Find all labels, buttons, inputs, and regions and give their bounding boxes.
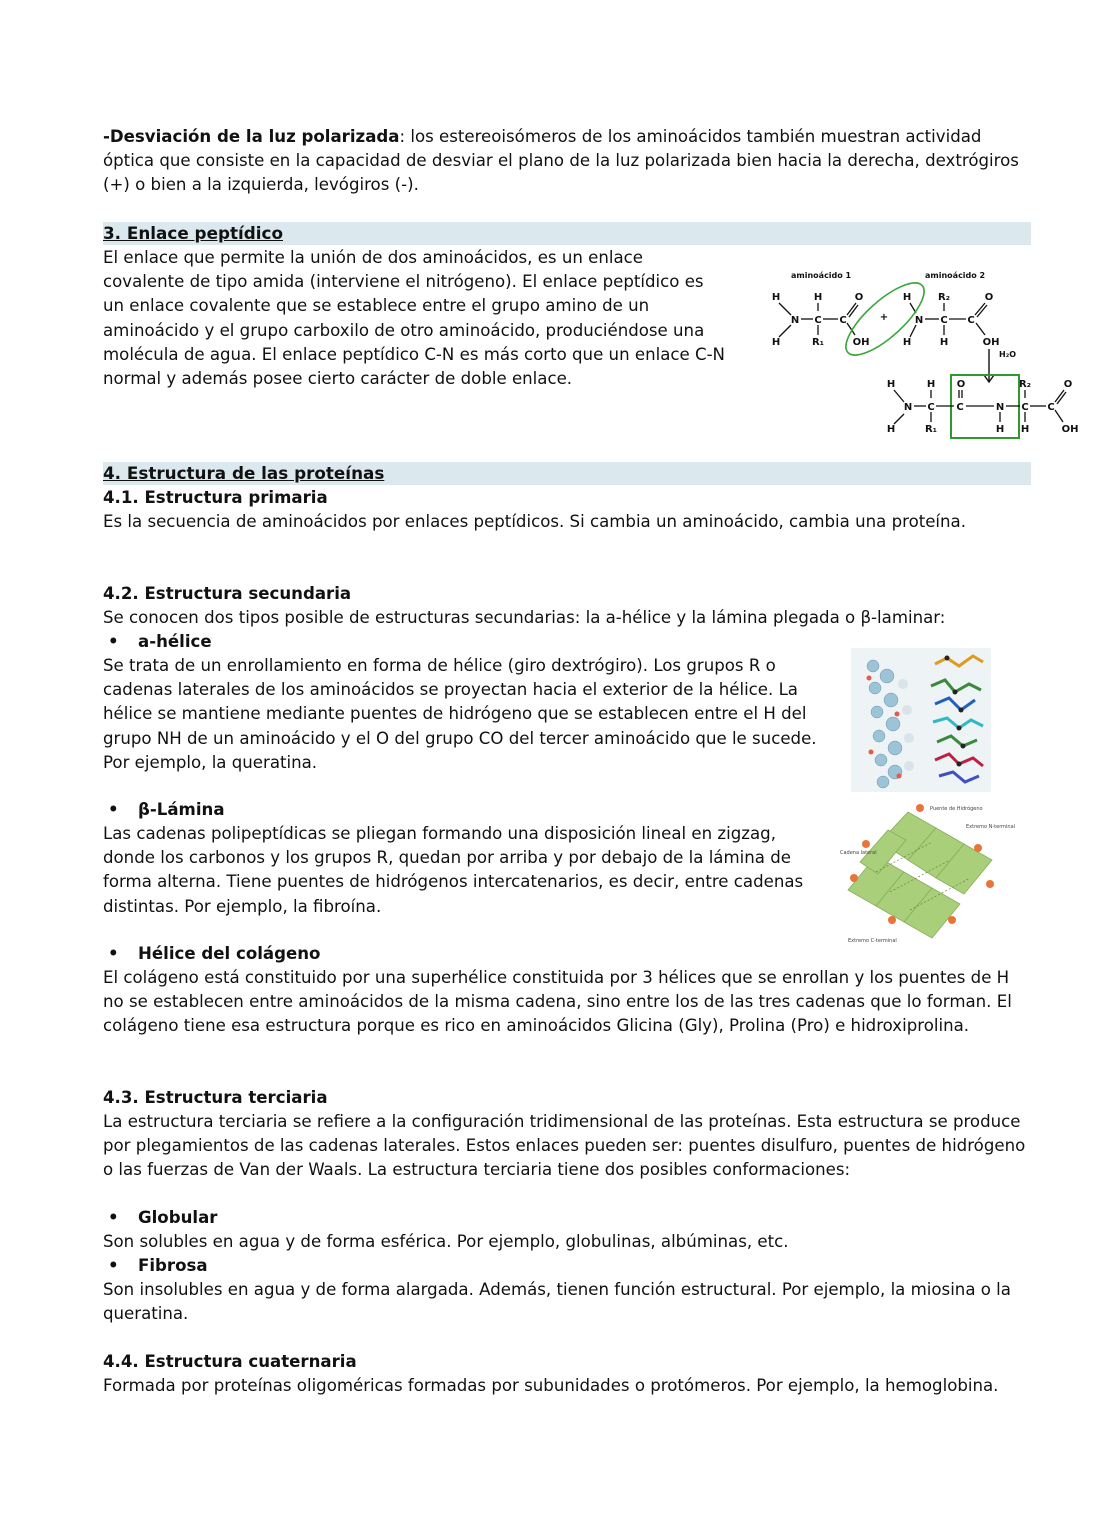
aminoacid-2-label: aminoácido 2 (925, 271, 986, 280)
svg-text:H: H (813, 292, 823, 303)
svg-text:H: H (771, 337, 781, 348)
svg-text:+: + (879, 312, 889, 323)
dipeptide-formula (887, 379, 1079, 435)
svg-text:N: N (790, 315, 800, 326)
tertiary-structure-text: La estructura terciaria se refiere a la configuración tridimensional de las proteínas. Esta estructura se produce por plegamientos de las cadenas laterales. Estos enlaces pueden ser: puentes disulfuro, puentes de hidrógeno o las fuerzas de Van der Waals. La estructura terciaria tiene dos posibles conformaciones: (103, 1112, 1026, 1180)
beta-sheet-image (840, 802, 1016, 948)
reactants-formula (772, 292, 1000, 348)
svg-text:H: H (926, 379, 936, 390)
svg-text:N: N (903, 402, 913, 413)
primary-structure-title: 4.1. Estructura primaria (103, 488, 328, 507)
svg-text:C: C (967, 315, 975, 326)
aminoacid-1-label: aminoácido 1 (791, 271, 852, 280)
svg-text:N: N (995, 402, 1005, 413)
svg-text:C: C (940, 315, 948, 326)
svg-text:OH: OH (1061, 424, 1079, 435)
fibrous-text: Son insolubles en agua y de forma alargada. Además, tienen función estructural. Por ejemplo, la miosina o la queratina. (103, 1280, 1011, 1324)
svg-text:H: H (902, 292, 912, 303)
svg-text:O: O (984, 292, 994, 303)
globular-text: Son solubles en agua y de forma esférica. Por ejemplo, globulinas, albúminas, etc. (103, 1232, 789, 1251)
svg-text:O: O (854, 292, 864, 303)
svg-text:OH: OH (982, 337, 1000, 348)
svg-text:H: H (886, 424, 896, 435)
svg-text:OH: OH (852, 337, 870, 348)
svg-text:H: H (886, 379, 896, 390)
svg-text:H: H (995, 424, 1005, 435)
svg-text:O: O (956, 379, 966, 390)
svg-text:H: H (939, 337, 949, 348)
n-terminal-label: Extremo N-terminal (966, 824, 1016, 830)
svg-text:C: C (1021, 402, 1029, 413)
polarized-light-paragraph (103, 125, 1028, 198)
quaternary-structure-title: 4.4. Estructura cuaternaria (103, 1352, 357, 1371)
quaternary-structure-text: Formada por proteínas oligoméricas formadas por subunidades o protómeros. Por ejemplo, la hemoglobina. (103, 1376, 999, 1395)
hydrogen-bridge-label: Puente de Hidrógeno (930, 806, 983, 812)
svg-text:O: O (1063, 379, 1073, 390)
beta-sheet-title: • β-Lámina (138, 798, 225, 822)
globular-title: • Globular (138, 1206, 217, 1230)
collagen-helix-text: El colágeno está constituido por una superhélice constituida por 3 hélices que se enrollan y los puentes de H no se establecen entre aminoácidos de la misma cadena, sino entre los de las tres cadenas que lo forman. El colágeno tiene esa estructura porque es rico en aminoácidos Glicina (Gly), Prolina (Pro) e hidroxiprolina. (103, 968, 1012, 1036)
peptide-bond-diagram (763, 263, 1093, 443)
peptide-bond-paragraph: El enlace que permite la unión de dos aminoácidos, es un enlace covalente de tipo amida (interviene el nitrógeno). El enlace peptídico es un enlace covalente que se establece entre el grupo amino de un aminoácido y el grupo carboxilo de otro aminoácido, produciéndose una molécula de agua. El enlace peptídico C-N es más corto que un enlace C-N normal y además posee cierto carácter de doble enlace. (103, 248, 725, 389)
svg-text:R₁: R₁ (811, 337, 825, 348)
svg-text:R₂: R₂ (937, 292, 951, 303)
svg-text:H: H (771, 292, 781, 303)
collagen-helix-title: • Hélice del colágeno (138, 942, 320, 966)
polarized-light-lead: -Desviación de la luz polarizada (103, 127, 400, 146)
side-chain-label: Cadena lateral (840, 850, 877, 856)
tertiary-structure-title: 4.3. Estructura terciaria (103, 1088, 328, 1107)
beta-sheet-text: Las cadenas polipeptídicas se pliegan formando una disposición lineal en zigzag, donde los carbonos y los grupos R, quedan por arriba y por debajo de la lámina de forma alterna. Tiene puentes de hidrógenos intercatenarios, es decir, entre cadenas distintas. Por ejemplo, la fibroína. (103, 824, 804, 916)
svg-text:C: C (927, 402, 935, 413)
svg-text:N: N (914, 315, 924, 326)
secondary-structure-intro: Se conocen dos tipos posible de estructuras secundarias: la a-hélice y la lámina plegada o β-laminar: (103, 608, 946, 627)
water-label: H₂O (999, 350, 1016, 359)
primary-structure-text: Es la secuencia de aminoácidos por enlaces peptídicos. Si cambia un aminoácido, cambia una proteína. (103, 512, 967, 531)
svg-text:C: C (839, 315, 847, 326)
svg-text:H: H (902, 337, 912, 348)
polarized-light-text: : los estereoisómeros de los aminoácidos también muestran actividad óptica que consiste en la capacidad de desviar el plano de la luz polarizada bien hacia la derecha, dextrógiros (+) o bien a la izquierda, levógiros (-). (103, 127, 1019, 195)
section-heading-protein-structure: 4. Estructura de las proteínas (103, 462, 1031, 485)
fibrous-title: • Fibrosa (138, 1254, 208, 1278)
c-terminal-label: Extremo C-terminal (848, 938, 897, 944)
svg-text:C: C (956, 402, 964, 413)
section-heading-peptide-bond: 3. Enlace peptídico (103, 222, 1031, 245)
svg-text:H: H (1020, 424, 1030, 435)
alpha-helix-text: Se trata de un enrollamiento en forma de hélice (giro dextrógiro). Los grupos R o cadenas laterales de los aminoácidos se proyectan hacia el exterior de la hélice. La hélice se mantiene mediante puentes de hidrógeno que se establecen entre el H del grupo NH de un aminoácido y el O del grupo CO del tercer aminoácido que le sucede. Por ejemplo, la queratina. (103, 656, 817, 772)
alpha-helix-image (851, 648, 991, 792)
svg-text:C: C (814, 315, 822, 326)
secondary-structure-title: 4.2. Estructura secundaria (103, 584, 352, 603)
alpha-helix-title: • a-hélice (138, 630, 212, 654)
svg-text:R₂: R₂ (1018, 379, 1032, 390)
svg-text:C: C (1047, 402, 1055, 413)
svg-text:R₁: R₁ (924, 424, 938, 435)
